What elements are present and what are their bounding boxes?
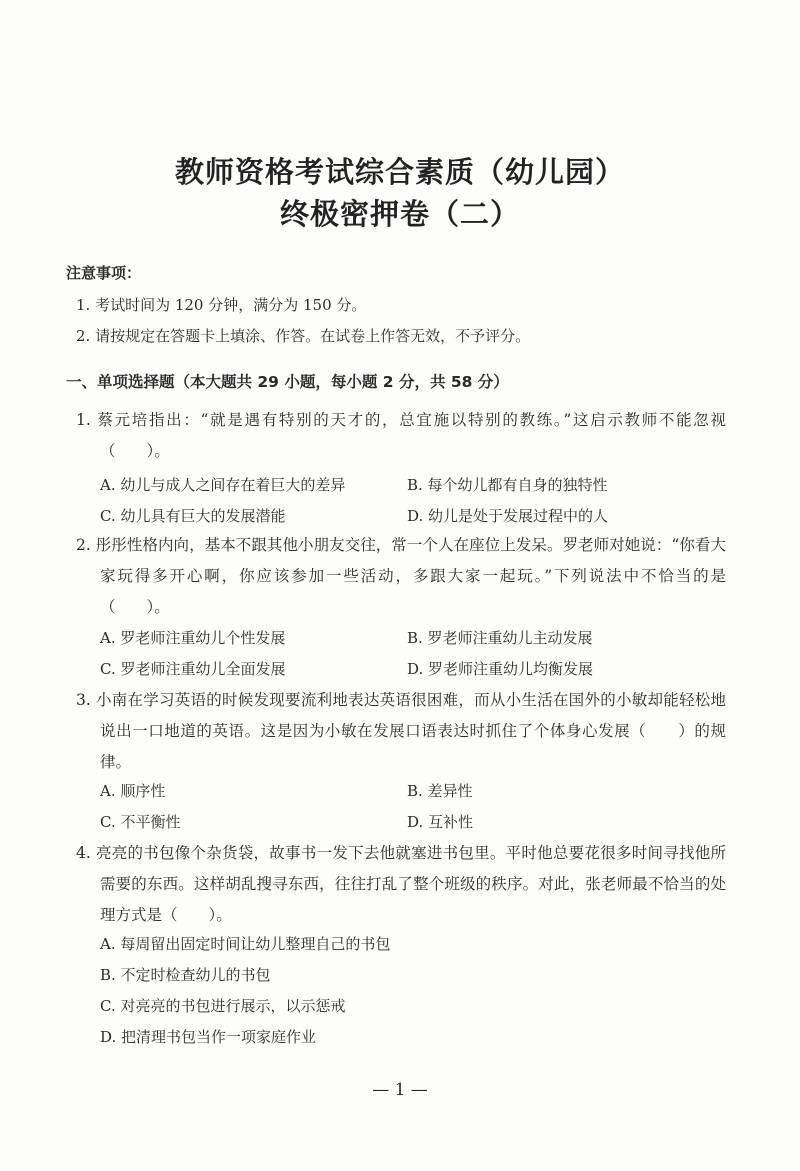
question-2 [76, 530, 726, 623]
option-a: A. 幼儿与成人之间存在着巨大的差异 [100, 476, 346, 494]
question-stem: 3. 小南在学习英语的时候发现要流利地表达英语很困难，而从小生活在国外的小敏却能轻松地说出一口地道的英语。这是因为小敏在发展口语表达时抓住了个体身心发展（ ）的规律。 [76, 691, 726, 771]
notice-heading: 注意事项： [66, 264, 142, 282]
option-a: A. 顺序性 [100, 782, 166, 800]
question-stem: 2. 彤彤性格内向，基本不跟其他小朋友交往，常一个人在座位上发呆。罗老师对她说：“你看大家玩得多开心啊，你应该参加一些活动，多跟大家一起玩。”下列说法中不恰当的是（ ）。 [76, 536, 726, 616]
section-heading: 一、单项选择题（本大题共 29 小题，每小题 2 分，共 58 分） [66, 373, 509, 391]
option-a: A. 罗老师注重幼儿个性发展 [100, 629, 286, 647]
option-c: C. 不平衡性 [100, 813, 181, 831]
notice-item: 2. 请按规定在答题卡上填涂、作答。在试卷上作答无效，不予评分。 [76, 327, 531, 345]
option-b: B. 不定时检查幼儿的书包 [100, 966, 271, 984]
exam-subtitle: 终极密押卷（二） [279, 197, 520, 231]
option-d: D. 把清理书包当作一项家庭作业 [100, 1028, 317, 1046]
option-a: A. 每周留出固定时间让幼儿整理自己的书包 [100, 935, 391, 953]
option-b: B. 每个幼儿都有自身的独特性 [407, 476, 608, 494]
exam-title: 教师资格考试综合素质（幼儿园） [174, 155, 625, 189]
question-1 [76, 405, 726, 467]
option-d: D. 幼儿是处于发展过程中的人 [407, 507, 609, 525]
option-c: C. 罗老师注重幼儿全面发展 [100, 660, 286, 678]
page-number: — 1 — [372, 1080, 428, 1100]
question-4 [76, 838, 726, 931]
option-b: B. 罗老师注重幼儿主动发展 [407, 629, 593, 647]
notice-item: 1. 考试时间为 120 分钟，满分为 150 分。 [76, 296, 367, 314]
question-3 [76, 685, 726, 778]
question-stem: 4. 亮亮的书包像个杂货袋，故事书一发下去他就塞进书包里。平时他总要花很多时间寻找他所需要的东西。这样胡乱搜寻东西，往往打乱了整个班级的秩序。对此，张老师最不恰当的处理方式是（ ）。 [76, 844, 726, 924]
option-c: C. 对亮亮的书包进行展示，以示惩戒 [100, 997, 346, 1015]
option-c: C. 幼儿具有巨大的发展潜能 [100, 507, 286, 525]
question-stem: 1. 蔡元培指出：“就是遇有特别的天才的，总宜施以特别的教练。”这启示教师不能忽视（ ）。 [76, 411, 726, 460]
option-d: D. 罗老师注重幼儿均衡发展 [407, 660, 594, 678]
option-b: B. 差异性 [407, 782, 473, 800]
option-d: D. 互补性 [407, 813, 474, 831]
